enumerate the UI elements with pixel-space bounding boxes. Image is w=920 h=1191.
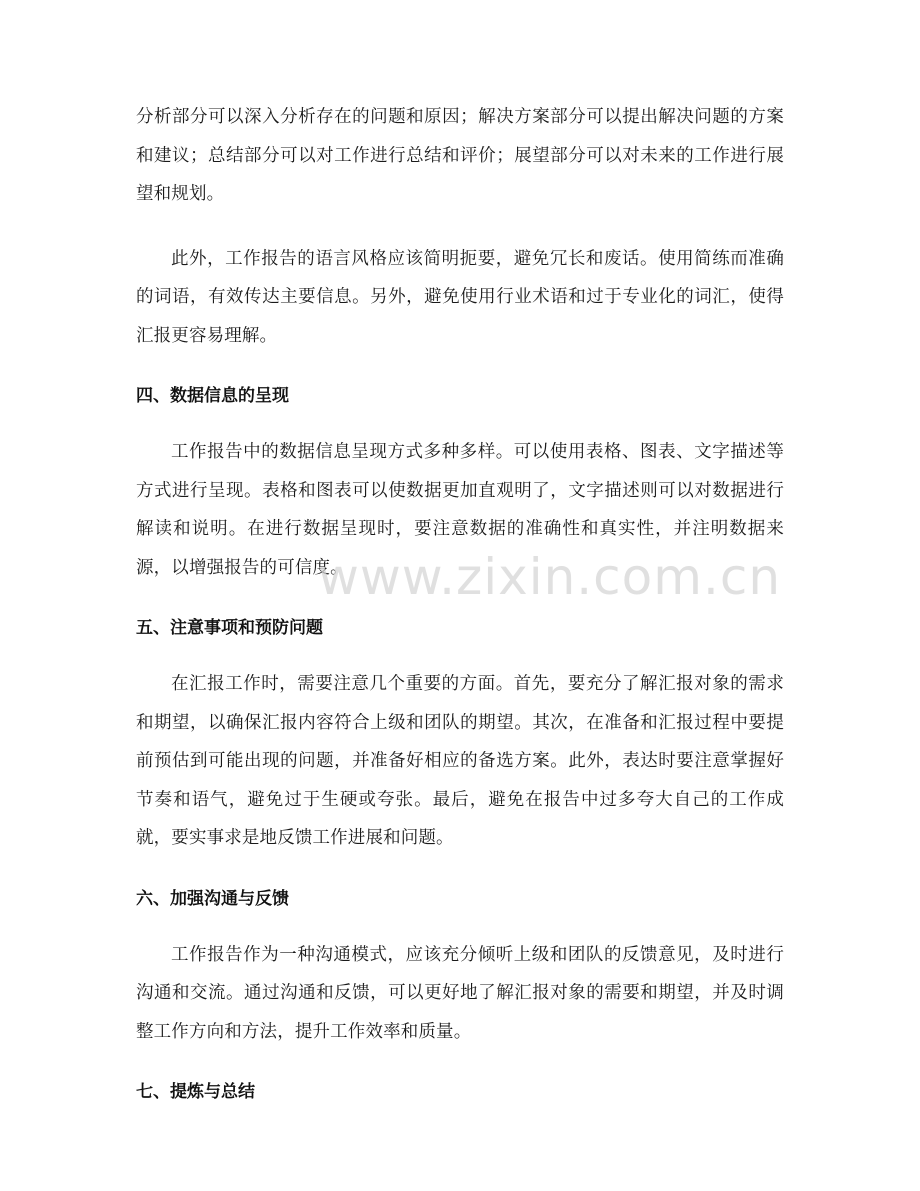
document-body [136, 98, 784, 1129]
paragraph-communication-feedback: 工作报告作为一种沟通模式，应该充分倾听上级和团队的反馈意见，及时进行沟通和交流。通过沟通和反馈，可以更好地了解汇报对象的需要和期望，并及时调整工作方向和方法，提升工作效率和质量。 [136, 944, 784, 1042]
heading-refine-summarize: 七、提炼与总结 [136, 1082, 255, 1102]
paragraph-data-presentation: 工作报告中的数据信息呈现方式多种多样。可以使用表格、图表、文字描述等方式进行呈现。表格和图表可以使数据更加直观明了，文字描述则可以对数据进行解读和说明。在进行数据呈现时，要注意数据的准确性和真实性，并注明数据来源，以增强报告的可信度。 [136, 442, 784, 578]
paragraph-analysis-structure: 分析部分可以深入分析存在的问题和原因；解决方案部分可以提出解决问题的方案和建议；总结部分可以对工作进行总结和评价；展望部分可以对未来的工作进行展望和规划。 [136, 107, 784, 204]
watermark-text: www.zixin.com.cn [318, 548, 782, 606]
heading-data-presentation: 四、数据信息的呈现 [136, 386, 289, 406]
paragraph-precautions: 在汇报工作时，需要注意几个重要的方面。首先，要充分了解汇报对象的需求和期望，以确保汇报内容符合上级和团队的期望。其次，在准备和汇报过程中要提前预估到可能出现的问题，并准备好相应的备选方案。此外，表达时要注意掌握好节奏和语气，避免过于生硬或夸张。最后，避免在报告中过多夸大自己的工作成就，要实事求是地反馈工作进展和问题。 [136, 674, 784, 848]
heading-communication-feedback: 六、加强沟通与反馈 [136, 888, 289, 909]
paragraph-language-style: 此外，工作报告的语言风格应该简明扼要，避免冗长和废话。使用简练而准确的词语，有效传达主要信息。另外，避免使用行业术语和过于专业化的词汇，使得汇报更容易理解。 [136, 248, 784, 346]
heading-precautions: 五、注意事项和预防问题 [136, 618, 323, 638]
